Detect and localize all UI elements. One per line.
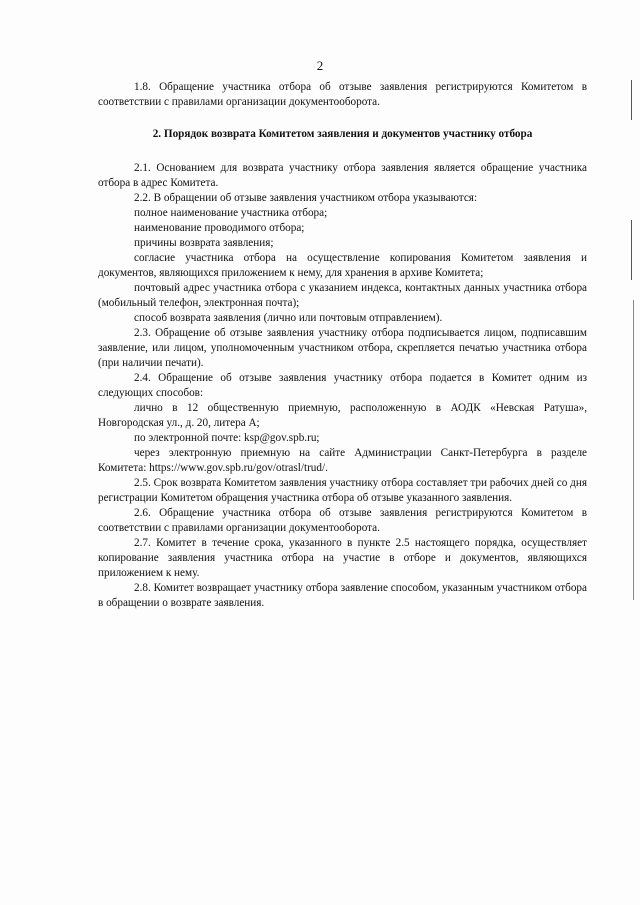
paragraph: 2.1. Основанием для возврата участнику отбора заявления является обращение участника отбора в адрес Комитета. — [98, 162, 587, 189]
paragraph: по электронной почте: ksp@gov.spb.ru; — [134, 432, 320, 444]
paragraph: причины возврата заявления; — [134, 237, 274, 249]
paragraph: 2.3. Обращение об отзыве заявления участнику отбора подписывается лицом, подписавшим заявление, или лицом, уполномоченным участником отбора, скрепляется печатью участника отбора (при наличии печати). — [98, 327, 587, 369]
section-2-paragraphs — [98, 161, 587, 611]
paragraph: наименование проводимого отбора; — [134, 222, 305, 234]
paragraph: 1.8. Обращение участника отбора об отзыве заявления регистрируются Комитетом в соответствии с правилами организации документооборота. — [98, 81, 587, 108]
paragraph: согласие участника отбора на осуществление копирования Комитетом заявления и документов, являющихся приложением к нему, для хранения в архиве Комитета; — [98, 252, 587, 279]
paragraph: 2.2. В обращении об отзыве заявления участником отбора указываются: — [134, 192, 478, 204]
paragraph: способ возврата заявления (лично или почтовым отправлением). — [134, 312, 443, 324]
document-body — [98, 80, 587, 611]
paragraph: лично в 12 общественную приемную, расположенную в АОДК «Невская Ратуша», Новгородская ул., д. 20, литера А; — [98, 402, 587, 429]
paragraph: почтовый адрес участника отбора с указанием индекса, контактных данных участника отбора (мобильный телефон, электронная почта); — [98, 282, 587, 309]
section-1-tail — [98, 80, 587, 110]
paragraph: полное наименование участника отбора; — [134, 207, 328, 219]
page-number: 2 — [316, 58, 324, 73]
paragraph: 2.4. Обращение об отзыве заявления участнику отбора подается в Комитет одним из следующих способов: — [98, 372, 587, 399]
scan-edge-mark — [633, 300, 634, 600]
paragraph: 2.6. Обращение участника отбора об отзыве заявления регистрируются Комитетом в соответствии с правилами организации документооборота. — [98, 507, 587, 534]
paragraph: 2.5. Срок возврата Комитетом заявления участнику отбора составляет три рабочих дней со дня регистрации Комитетом обращения участника отбора об отзыве указанного заявления. — [98, 477, 587, 504]
paragraph: через электронную приемную на сайте Администрации Санкт-Петербурга в разделе Комитета: https://www.gov.spb.ru/gov/otrasl/trud/. — [98, 447, 587, 474]
scan-edge-mark — [631, 220, 632, 280]
paragraph: 2.7. Комитет в течение срока, указанного в пункте 2.5 настоящего порядка, осуществляет копирование заявления участника отбора на участие в отборе и документов, являющихся приложением к нему. — [98, 537, 587, 579]
section-heading: 2. Порядок возврата Комитетом заявления и документов участнику отбора — [152, 128, 533, 140]
scan-edge-mark — [631, 80, 632, 120]
paragraph: 2.8. Комитет возвращает участнику отбора заявление способом, указанным участником отбора в обращении о возврате заявления. — [98, 582, 587, 609]
